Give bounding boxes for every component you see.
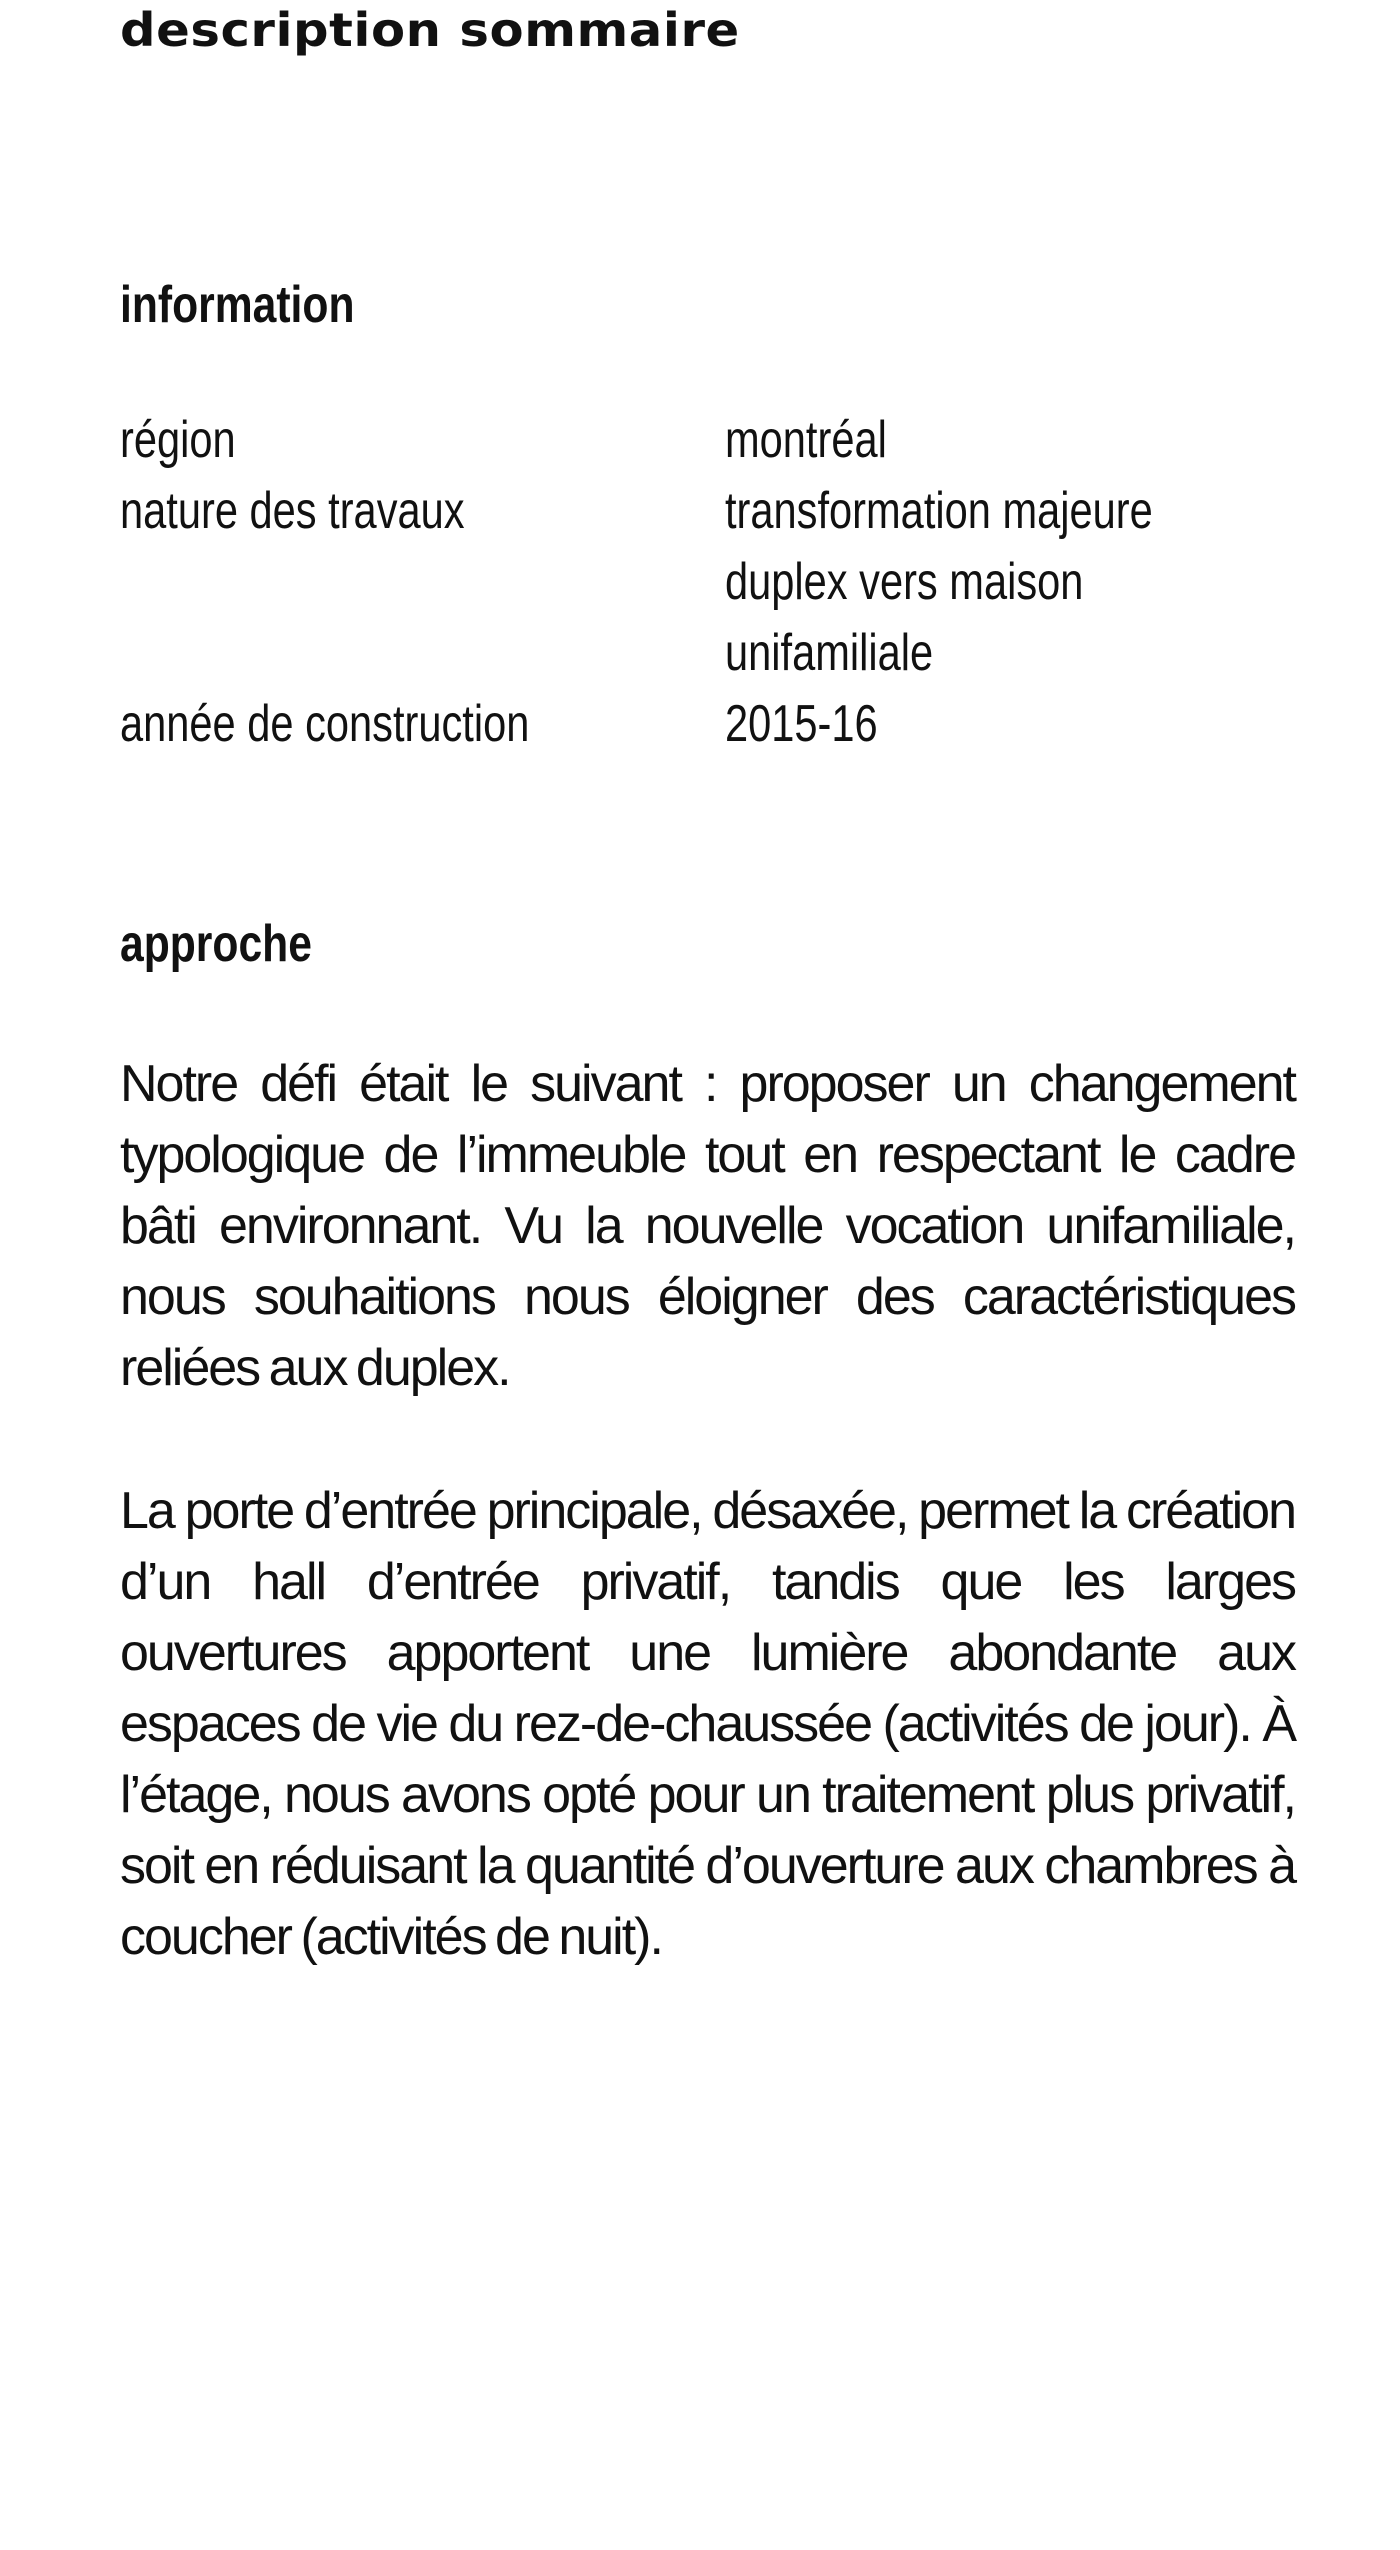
info-row-nature-travaux <box>120 476 1300 689</box>
info-label-region: région <box>120 411 236 469</box>
approche-heading: approche <box>120 915 312 973</box>
info-value-annee-construction: 2015-16 <box>725 695 878 753</box>
info-label-annee-construction: année de construction <box>120 695 530 753</box>
info-row-region <box>120 405 1300 476</box>
information-table <box>120 405 1300 760</box>
information-heading: information <box>120 276 355 334</box>
info-value-nature-travaux: transformation majeure duplex vers maison unifamiliale <box>725 482 1153 682</box>
info-value-region: montréal <box>725 411 887 469</box>
page-title: description sommaire <box>120 3 740 57</box>
info-label-nature-travaux: nature des travaux <box>120 482 465 540</box>
info-row-annee-construction <box>120 689 1300 760</box>
approche-paragraph-1: Notre défi était le suivant : proposer un changement typologique de l’immeuble tout en respectant le cadre bâti environnant. Vu la nouvelle vocation unifamiliale, nous souhaitions nous éloigner des caractéristiques reliées aux duplex. <box>120 1055 1295 1397</box>
approche-paragraph-2: La porte d’entrée principale, désaxée, permet la création d’un hall d’entrée privatif, tandis que les larges ouvertures apportent une lumière abondante aux espaces de vie du rez-de-chaussée (activités de jour). À l’étage, nous avons opté pour un traitement plus privatif, soit en réduisant la quantité d’ouverture aux chambres à coucher (activités de nuit). <box>120 1482 1295 1966</box>
